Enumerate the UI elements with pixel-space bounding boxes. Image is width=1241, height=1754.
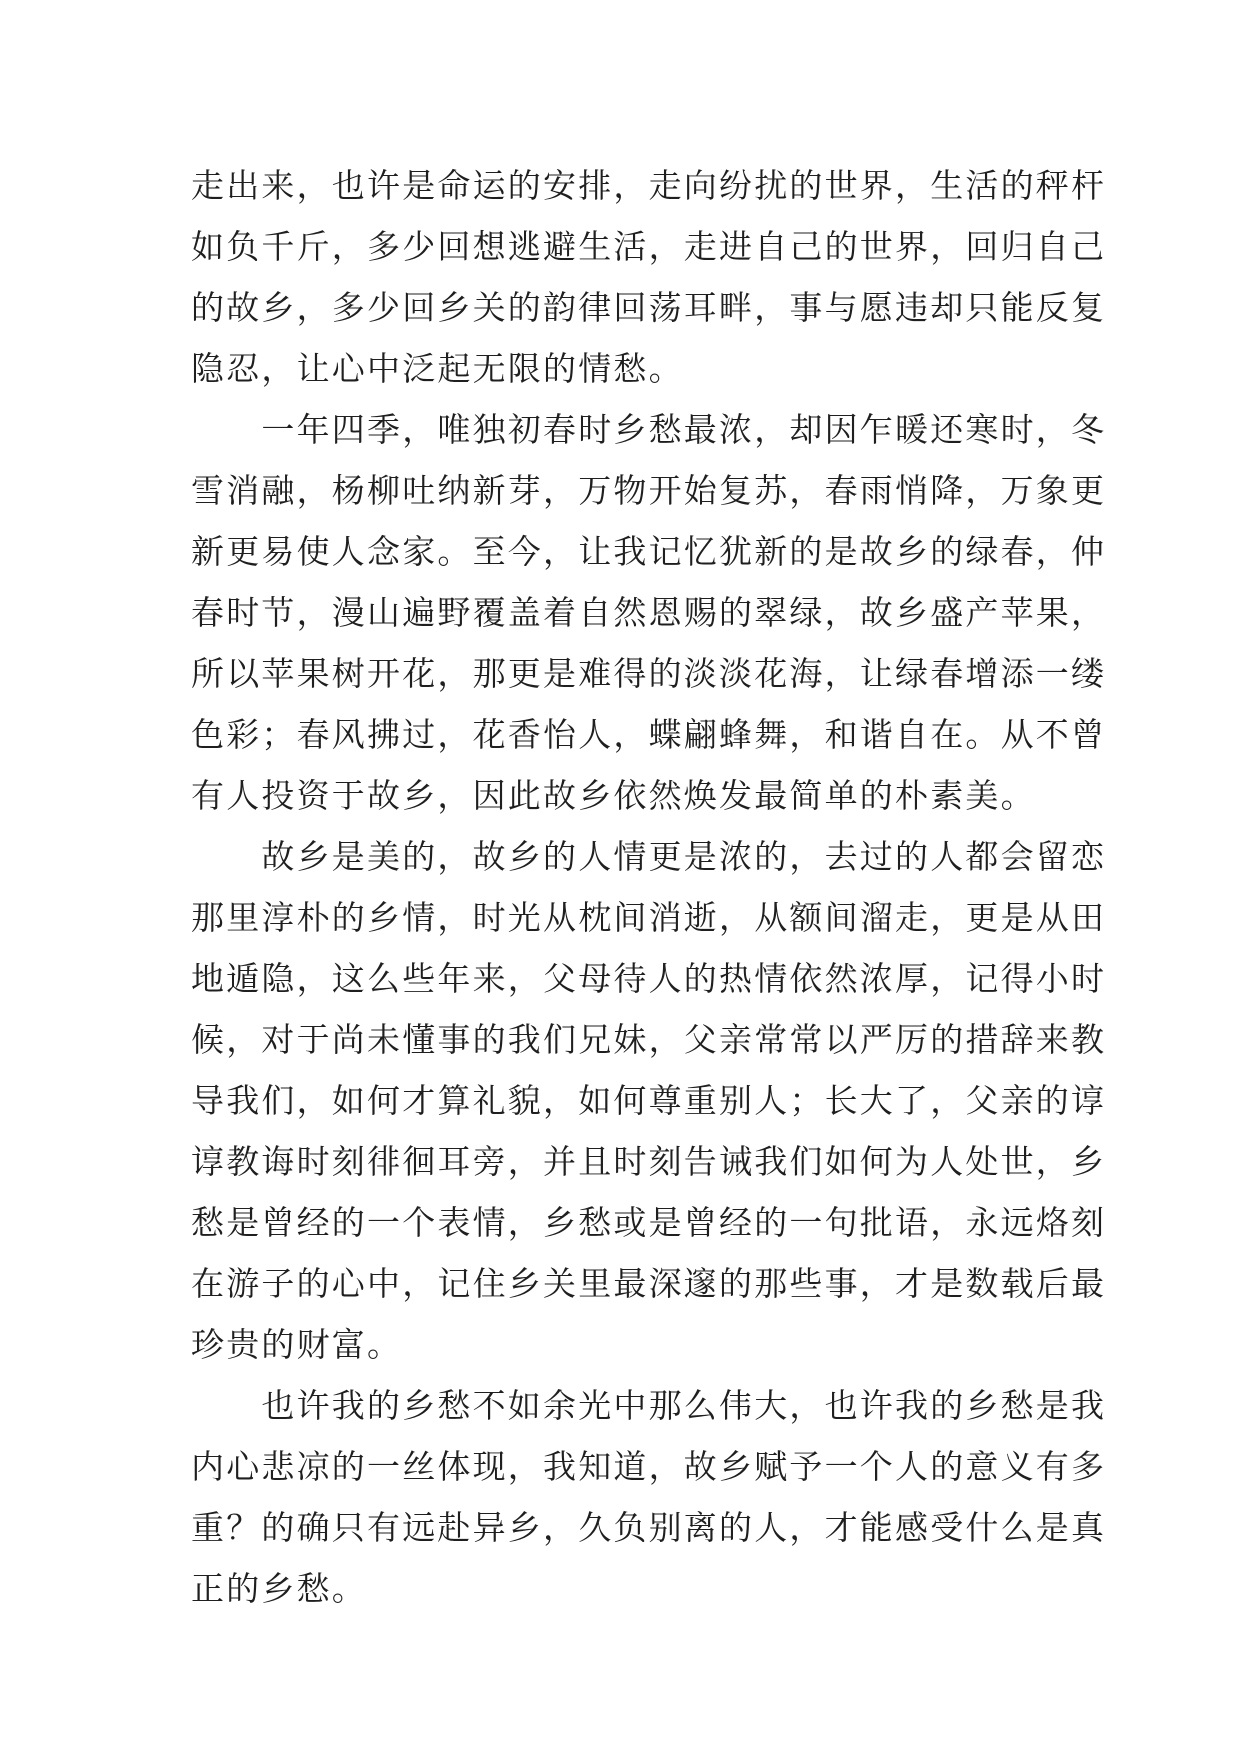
text-line: 有人投资于故乡，因此故乡依然焕发最简单的朴素美。	[191, 776, 1036, 815]
text-line: 新更易使人念家。至今，让我记忆犹新的是故乡的绿春，仲	[191, 532, 1107, 571]
text-line: 谆教诲时刻徘徊耳旁，并且时刻告诫我们如何为人处世，乡	[191, 1142, 1107, 1181]
text-line: 导我们，如何才算礼貌，如何尊重别人；长大了，父亲的谆	[191, 1081, 1107, 1120]
text-line: 的故乡，多少回乡关的韵律回荡耳畔，事与愿违却只能反复	[191, 288, 1107, 327]
text-line: 那里淳朴的乡情，时光从枕间消逝，从额间溜走，更是从田	[191, 898, 1107, 937]
text-line: 愁是曾经的一个表情，乡愁或是曾经的一句批语，永远烙刻	[191, 1203, 1107, 1242]
text-line: 正的乡愁。	[191, 1569, 367, 1608]
text-line: 地遁隐，这么些年来，父母待人的热情依然浓厚，记得小时	[191, 959, 1107, 998]
text-line: 所以苹果树开花，那更是难得的淡淡花海，让绿春增添一缕	[191, 654, 1107, 693]
text-line: 走出来，也许是命运的安排，走向纷扰的世界，生活的秤杆	[191, 166, 1107, 205]
text-line: 一年四季，唯独初春时乡愁最浓，却因乍暖还寒时，冬	[191, 410, 1107, 449]
text-line: 色彩；春风拂过，花香怡人，蝶翩蜂舞，和谐自在。从不曾	[191, 715, 1107, 754]
text-line: 雪消融，杨柳吐纳新芽，万物开始复苏，春雨悄降，万象更	[191, 471, 1107, 510]
text-line: 珍贵的财富。	[191, 1325, 403, 1364]
body-text	[191, 155, 1107, 1619]
paragraph-3	[191, 826, 1107, 1375]
text-line: 重？的确只有远赴异乡，久负别离的人，才能感受什么是真	[191, 1508, 1107, 1547]
text-line: 如负千斤，多少回想逃避生活，走进自己的世界，回归自己	[191, 227, 1107, 266]
paragraph-4	[191, 1375, 1107, 1619]
paragraph-2	[191, 399, 1107, 826]
text-line: 在游子的心中，记住乡关里最深邃的那些事，才是数载后最	[191, 1264, 1107, 1303]
paragraph-1	[191, 155, 1107, 399]
text-line: 候，对于尚未懂事的我们兄妹，父亲常常以严厉的措辞来教	[191, 1020, 1107, 1059]
text-line: 故乡是美的，故乡的人情更是浓的，去过的人都会留恋	[191, 837, 1107, 876]
text-line: 内心悲凉的一丝体现，我知道，故乡赋予一个人的意义有多	[191, 1447, 1107, 1486]
text-line: 也许我的乡愁不如余光中那么伟大，也许我的乡愁是我	[191, 1386, 1107, 1425]
text-line: 春时节，漫山遍野覆盖着自然恩赐的翠绿，故乡盛产苹果，	[191, 593, 1107, 632]
text-line: 隐忍，让心中泛起无限的情愁。	[191, 349, 684, 388]
